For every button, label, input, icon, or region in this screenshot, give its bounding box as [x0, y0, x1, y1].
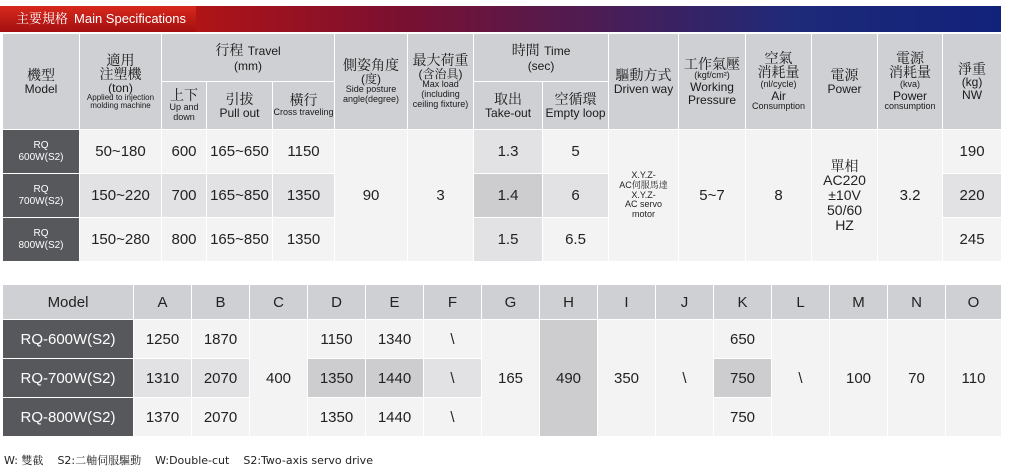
header-pressure-unit: (kgf/cm²)	[694, 70, 730, 81]
header-load-en: Max load (including ceiling fixture)	[412, 79, 469, 110]
header-machine-cn: 適用 注塑機	[99, 51, 142, 83]
dim-header-j: J	[656, 285, 714, 320]
power-line5: HZ	[835, 216, 854, 233]
header-empty-loop	[543, 82, 609, 130]
drive-cell	[609, 130, 679, 262]
dim-header-c: C	[250, 285, 308, 320]
take-out-cell: 1.3	[474, 130, 543, 174]
drive-line4: AC servo	[625, 199, 663, 210]
dim-header-a: A	[134, 285, 192, 320]
weight-cell: 190	[943, 130, 1002, 174]
header-machine-unit: (ton)	[108, 80, 133, 95]
dim-k-cell: 750	[714, 398, 772, 437]
header-time-en: Time	[544, 43, 571, 58]
dim-header-k: K	[714, 285, 772, 320]
dim-e-cell: 1440	[366, 359, 424, 398]
cross-cell: 1350	[273, 218, 335, 262]
power-line2: AC220	[823, 172, 866, 189]
header-travel	[162, 34, 335, 82]
dim-d-cell: 1350	[308, 359, 366, 398]
dim-n-cell: 70	[888, 320, 946, 437]
dim-e-cell: 1340	[366, 320, 424, 359]
take-out-cell: 1.4	[474, 174, 543, 218]
max-load-cell: 3	[408, 130, 474, 262]
table-row	[3, 320, 1002, 359]
header-air-unit: (nl/cycle)	[760, 79, 797, 89]
power-line4: 50/60	[827, 201, 863, 218]
dim-f-cell: \	[424, 320, 482, 359]
model-suffix: 600W(S2)	[18, 151, 64, 163]
header-power	[812, 34, 878, 130]
header-empty-cn: 空循環	[554, 90, 597, 107]
header-weight-cn: 淨重	[958, 60, 987, 77]
dim-header-model: Model	[3, 285, 134, 320]
pull-out-cell: 165~650	[207, 130, 273, 174]
header-ud-cn: 上下	[170, 87, 198, 104]
header-air-cn: 空氣 消耗量	[757, 49, 800, 81]
header-time	[474, 34, 609, 82]
footnote	[4, 452, 387, 468]
spec-table	[2, 33, 1002, 262]
dim-f-cell: \	[424, 359, 482, 398]
header-pull-en: Pull out	[219, 105, 260, 120]
table-row	[3, 130, 1002, 174]
note-w: W: 雙截	[4, 454, 44, 467]
header-air-en1: Air	[771, 88, 786, 103]
air-cell: 8	[746, 130, 812, 262]
header-time-cn: 時間	[511, 41, 540, 58]
header-cross-en: Cross traveling	[273, 106, 334, 117]
dimension-header-row	[3, 285, 1002, 320]
header-model	[3, 34, 80, 130]
dim-b-cell: 2070	[192, 398, 250, 437]
header-weight-en: NW	[962, 87, 983, 102]
header-machine	[80, 34, 162, 130]
dimension-table	[2, 284, 1002, 437]
header-side-unit: (度)	[361, 71, 382, 86]
dim-d-cell: 1150	[308, 320, 366, 359]
up-down-cell: 600	[162, 130, 207, 174]
dim-g-cell: 165	[482, 320, 540, 437]
banner-title-cn: 主要規格	[16, 11, 69, 26]
model-prefix: RQ	[33, 140, 49, 151]
header-empty-en: Empty loop	[545, 105, 606, 120]
empty-loop-cell: 6	[543, 174, 609, 218]
drive-line3: X.Y.Z-	[631, 189, 656, 200]
header-load-unit: (含治具)	[418, 66, 463, 81]
header-power-consumption	[878, 34, 943, 130]
model-prefix: RQ	[33, 184, 49, 195]
dim-header-n: N	[888, 285, 946, 320]
dim-header-i: I	[598, 285, 656, 320]
header-drive	[609, 34, 679, 130]
header-pc-en2: consumption	[884, 101, 936, 112]
header-pc-cn: 電源 消耗量	[889, 49, 932, 81]
dim-b-cell: 2070	[192, 359, 250, 398]
side-angle-cell: 90	[335, 130, 408, 262]
title-banner	[0, 6, 1001, 32]
header-pull-cn: 引拔	[225, 90, 254, 107]
dim-header-l: L	[772, 285, 830, 320]
drive-line1: X.Y.Z-	[631, 169, 656, 180]
up-down-cell: 800	[162, 218, 207, 262]
dim-header-b: B	[192, 285, 250, 320]
dim-model-cell: RQ-700W(S2)	[3, 359, 134, 398]
empty-loop-cell: 5	[543, 130, 609, 174]
header-machine-en: Applied to injection molding machine	[86, 93, 155, 111]
drive-line2: AC伺服馬達	[619, 179, 668, 190]
empty-loop-cell: 6.5	[543, 218, 609, 262]
model-cell	[3, 218, 80, 262]
pressure-cell: 5~7	[679, 130, 746, 262]
header-pc-en1: Power	[893, 88, 928, 103]
header-side-angle	[335, 34, 408, 130]
weight-cell: 245	[943, 218, 1002, 262]
header-power-cn: 電源	[830, 66, 859, 83]
header-weight-unit: (kg)	[961, 75, 983, 90]
header-pressure-en: Working Pressure	[688, 80, 737, 107]
dim-a-cell: 1250	[134, 320, 192, 359]
ton-cell: 150~280	[80, 218, 162, 262]
note-s2-en: S2:Two-axis servo drive	[243, 454, 373, 467]
dim-h-cell: 490	[540, 320, 598, 437]
header-model-cn: 機型	[27, 66, 55, 83]
dim-header-h: H	[540, 285, 598, 320]
header-up-down	[162, 82, 207, 130]
dim-l-cell: \	[772, 320, 830, 437]
take-out-cell: 1.5	[474, 218, 543, 262]
header-pull-out	[207, 82, 273, 130]
header-load-cn: 最大荷重	[412, 52, 469, 69]
header-ud-en: Up and down	[169, 101, 199, 122]
banner-title	[0, 6, 196, 32]
dim-o-cell: 110	[946, 320, 1002, 437]
power-line1: 單相	[830, 157, 859, 174]
dim-i-cell: 350	[598, 320, 656, 437]
cross-cell: 1150	[273, 130, 335, 174]
header-take-en: Take-out	[485, 105, 532, 120]
ton-cell: 50~180	[80, 130, 162, 174]
model-prefix: RQ	[33, 228, 49, 239]
header-side-cn: 側姿角度	[343, 56, 400, 73]
banner-title-en: Main Specifications	[74, 11, 187, 26]
header-take-out	[474, 82, 543, 130]
pull-out-cell: 165~850	[207, 218, 273, 262]
dim-k-cell: 650	[714, 320, 772, 359]
model-cell	[3, 174, 80, 218]
dim-header-f: F	[424, 285, 482, 320]
up-down-cell: 700	[162, 174, 207, 218]
header-pressure	[679, 34, 746, 130]
pull-out-cell: 165~850	[207, 174, 273, 218]
dim-b-cell: 1870	[192, 320, 250, 359]
model-suffix: 800W(S2)	[18, 239, 64, 251]
dim-a-cell: 1310	[134, 359, 192, 398]
header-max-load	[408, 34, 474, 130]
dim-d-cell: 1350	[308, 398, 366, 437]
header-power-en: Power	[827, 81, 862, 96]
header-drive-cn: 驅動方式	[615, 66, 672, 83]
dim-header-m: M	[830, 285, 888, 320]
dim-model-cell: RQ-800W(S2)	[3, 398, 134, 437]
header-travel-en: Travel	[247, 43, 281, 58]
drive-line5: motor	[632, 209, 656, 220]
header-pc-unit: (kva)	[900, 79, 921, 89]
dim-a-cell: 1370	[134, 398, 192, 437]
model-suffix: 700W(S2)	[18, 195, 64, 207]
dim-m-cell: 100	[830, 320, 888, 437]
dim-j-cell: \	[656, 320, 714, 437]
header-drive-en: Driven way	[613, 81, 674, 96]
header-side-en: Side posture angle(degree)	[343, 84, 400, 105]
note-w-en: W:Double-cut	[155, 454, 230, 467]
header-air-en2: Consumption	[752, 101, 806, 112]
dim-header-o: O	[946, 285, 1002, 320]
header-take-cn: 取出	[494, 90, 523, 107]
header-weight	[943, 34, 1002, 130]
dim-c-cell: 400	[250, 320, 308, 437]
header-cross	[273, 82, 335, 130]
dim-f-cell: \	[424, 398, 482, 437]
power-cell	[812, 130, 878, 262]
header-model-en: Model	[24, 81, 58, 96]
header-time-unit: (sec)	[527, 58, 555, 73]
weight-cell: 220	[943, 174, 1002, 218]
dim-k-cell: 750	[714, 359, 772, 398]
ton-cell: 150~220	[80, 174, 162, 218]
header-air	[746, 34, 812, 130]
header-pressure-cn: 工作氣壓	[684, 55, 741, 72]
model-cell	[3, 130, 80, 174]
note-s2: S2:二軸伺服驅動	[57, 454, 142, 467]
power-line3: ±10V	[828, 187, 861, 204]
header-travel-unit: (mm)	[234, 58, 262, 73]
header-travel-cn: 行程	[215, 41, 244, 58]
power-consumption-cell: 3.2	[878, 130, 943, 262]
dim-model-cell: RQ-600W(S2)	[3, 320, 134, 359]
header-cross-cn: 橫行	[289, 92, 318, 109]
dim-header-g: G	[482, 285, 540, 320]
dim-header-e: E	[366, 285, 424, 320]
dim-header-d: D	[308, 285, 366, 320]
dim-e-cell: 1440	[366, 398, 424, 437]
cross-cell: 1350	[273, 174, 335, 218]
